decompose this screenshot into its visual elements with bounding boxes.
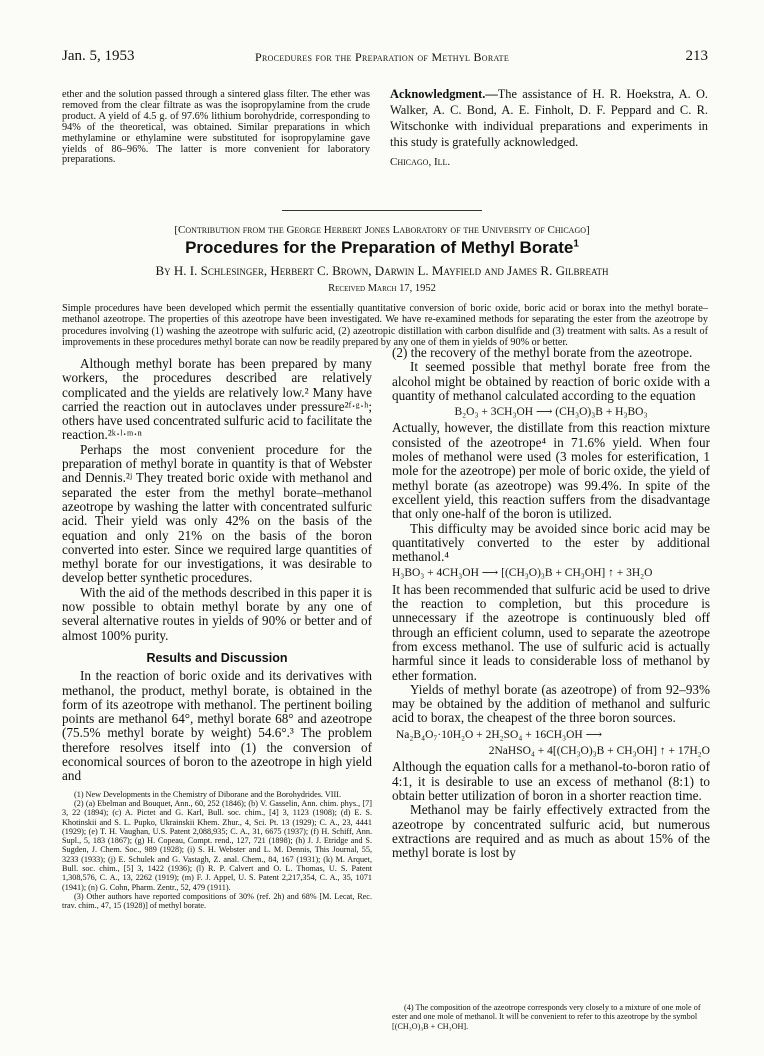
article-title [0,238,764,258]
paragraph: It seemed possible that methyl borate free from the alcohol might be obtained by reaction of boric oxide with a quantity of methanol calculated according to the equation [392,359,710,403]
paragraph: It has been recommended that sulfuric acid be used to drive the reaction to completion, but this procedure is unnecessary if the azeotrope is continuously bled off through an efficient column, used to separate the azeotrope from excess methanol. The use of sulfuric acid is actually harmful since it leads to considerable loss of methanol by ether formation. [392,581,710,683]
footnote: (1) New Developments in the Chemistry of Diborane and the Borohydrides. VIII. [74,789,342,799]
title-footnote-marker: 1 [573,238,579,250]
authors: By H. I. Schlesinger, Herbert C. Brown, Darwin L. Mayfield and James R. Gilbreath [155,263,609,278]
running-title: Procedures for the Preparation of Methyl Borate [254,50,510,64]
paragraph: (2) the recovery of the methyl borate from the azeotrope. [392,345,693,360]
paragraph: In the reaction of boric oxide and its derivatives with methanol, the product, methyl borate, is obtained in the form of its azeotrope with methanol. The pertinent boiling points are methanol 64°, methyl borate 68° and azeotrope (75.5% methyl borate by weight) 54.6°.³ The problem therefore resolves itself into (1) the conversion of economical sources of boron to the azeotrope in high yield and [62,668,372,784]
equation: B₂O₃ + 3CH₃OH ⟶ (CH₃O)₃B + H₃BO₃ [454,406,648,419]
equation: 2NaHSO₄ + 4[(CH₃O)₃B + CH₃OH] ↑ + 17H₂O [488,745,710,758]
equation: Na₂B₄O₇·10H₂O + 2H₂SO₄ + 16CH₃OH ⟶ [396,728,603,741]
paragraph: Methanol may be fairly effectively extracted from the azeotrope by concentrated sulfuric acid, but numerous extractions are required and as much as about 15% of the methyl borate is lost by [392,802,710,861]
paragraph: Yields of methyl borate (as azeotrope) of from 92–93% may be obtained by the addition of methanol and sulfuric acid to borax, the cheapest of the three boron sources. [392,681,710,726]
abstract: Simple procedures have been developed which permit the essentially quantitative conversion of boric oxide, boric acid or borax into the methyl borate–methanol azeotrope. The properties of this azeotrope have been investigated. We have re-examined methods for separating the ester from the azeotrope by procedures involving (1) washing the azeotrope with sulfuric acid, (2) azeotropic distillation with carbon disulfide and (3) treatment with salts. As a result of improvements in these procedures methyl borate can now be readily prepared by any one of them in yields of 90% or better. [62,303,708,348]
header-date: Jan. 5, 1953 [62,48,135,64]
paragraph: This difficulty may be avoided since boric acid may be quantitatively converted to the ester by additional methanol.⁴ [392,520,710,565]
paragraph: Perhaps the most convenient procedure for the preparation of methyl borate in quantity is that of Webster and Dennis.²ʲ They treated boric oxide with methanol and separated the ester from the methyl borate–methanol azeotrope by washing the latter with concentrated sulfuric acid. Their yield was only 42% on the basis of the equation and only 21% on the basis of the boron converted into ester. Since we required large quantities of methyl borate for our investigations, it was desirable to develop better synthetic procedures. [62,441,372,586]
left-column [62,357,372,910]
page-number: 213 [685,48,708,64]
acknowledgment-block [390,86,708,170]
contribution-line: [Contribution from the George Herbert Jones Laboratory of the University of Chicago] [174,224,590,236]
acknowledgment-text: The assistance of H. R. Hoekstra, A. O. Walker, A. C. Bond, A. E. Finholt, D. F. Peppard and C. R. Witschonke with individual preparations and experiments in this study is gratefully acknowledged. [390,87,708,149]
footnote: (4) The composition of the azeotrope corresponds very closely to a mixture of one mole of ester and one mole of methanol. It will be convenient to refer to this azeotrope by the symbol [(CH₃O)₃B + CH₃OH]. [392,1003,701,1031]
received-date: Received March 17, 1952 [328,283,436,294]
paragraph: With the aid of the methods described in this paper it is now possible to obtain methyl borate by any one of several alternative routes in yields of 90% or better and of almost 100% purity. [62,584,372,643]
footnote: (3) Other authors have reported compositions of 30% (ref. 2h) and 68% [M. Lecat, Rec. trav. chim., 47, 15 (1928)] of methyl borate. [62,891,372,911]
section-heading: Results and Discussion [146,650,288,665]
acknowledgment-label: Acknowledgment.— [390,87,498,101]
paragraph: Although the equation calls for a methanol-to-boron ratio of 4:1, it is desirable to use an excess of methanol (8:1) to obtain better utilization of boron in a shorter reaction time. [392,759,710,803]
footnotes-right [392,1003,710,1031]
right-column [392,346,710,860]
footnote: (2) (a) Ebelman and Bouquet, Ann., 60, 252 (1846); (b) V. Gasselin, Ann. chim. phys., [7] 3, 22 (1894); (c) A. Pictet and G. Karl, Bull. soc. chim., [4] 3, 1123 (1908); (d) E. S. Khotinskii and S. L. Pupko, Ukrainskii Khem. Zhur., 4, Sci. Pt. 13 (1929); C. A., 23, 4441 (1929); (e) T. H. Vaughan, U.S. Patent 2,088,935; C. A., 31, 6675 (1937); (f) H. Schiff, Ann. Supl., 5, 183 (1867); (g) H. Copeau, Compt. rend., 127, 721 (1898); (h) J. J. Etridge and S. Sugden, J. Chem. Soc., 989 (1928); (i) S. H. Webster and L. M. Dennis, This Journal, 55, 3233 (1933); (j) E. Schulek and G. Vastagh, Z. anal. Chem., 84, 167 (1931); (k) M. Arquet, Bull. soc. chim., [5] 3, 1422 (1936); (l) R. P. Calvert and O. L. Thomas, U. S. Patent 1,308,576, C. A., 13, 2262 (1919); (m) F. J. Appel, U. S. Patent 2,217,354, C. A., 35, 1071 (1941); (n) G. Cohn, Pharm. Zentr., 52, 479 (1911). [62,798,372,892]
equation: H₃BO₃ + 4CH₃OH ⟶ [(CH₃O)₃B + CH₃OH] ↑ + 3H₂O [392,567,653,580]
previous-article-paragraph: ether and the solution passed through a sintered glass filter. The ether was removed from the clear filtrate as was the isopropylamine from the crude product. A yield of 4.5 g. of 97.6% lithium borohydride, corresponding to 94% of the theoretical, was obtained. Similar preparations in which methylamine or ethylamine were substituted for isopropylamine gave yields of 86–96%. The latter is more convenient for laboratory preparations. [62,89,370,166]
paragraph: Although methyl borate has been prepared by many workers, the procedures described are relatively complicated and the yields are relatively low.² Many have carried the reaction out in autoclaves under pressure²ᶠ·ᵍ·ʰ; others have used concentrated sulfuric acid to facilitate the reaction.²ᵏ·ˡ·ᵐ·ⁿ [62,356,372,443]
section-divider [282,210,482,211]
previous-article-text [62,90,370,166]
location: Chicago, Ill. [390,156,451,168]
article-title-text: Procedures for the Preparation of Methyl Borate [185,238,574,257]
footnotes-left [62,790,372,911]
paragraph: Actually, however, the distillate from this reaction mixture consisted of the azeotrope⁴ in 71.6% yield. When four moles of methanol were used (3 moles for esterification, 1 mole for the azeotrope) per mole of boric oxide, the yield of methyl borate (as azeotrope) was 99.4%. In spite of the excellent yield, this reaction suffers from the disadvantage that only one-half of the boron is utilized. [392,420,710,522]
